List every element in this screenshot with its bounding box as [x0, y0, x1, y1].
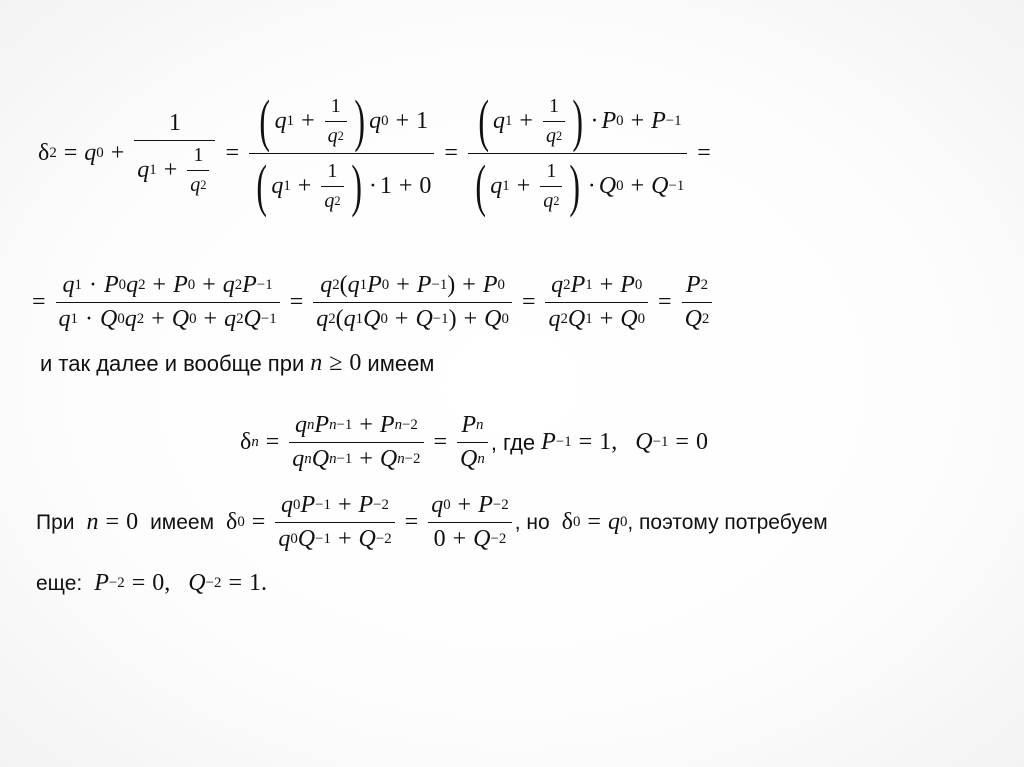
- fraction-continued-2: ( q 1 + 1 q 2 ) q 0 + 1 ( q 1 + 1 q 2 ) · 1 + 0: [249, 92, 434, 215]
- equation-delta2-expansion: δ 2 = q 0 + 1 q 1 + 1 q 2 = ( q 1 + 1 q 2 ) q 0 + 1 ( q 1 + 1 q 2 ) · 1 + 0 = ( q 1 + 1 q 2 ) · P 0 + P −1 ( q 1 + 1 q 2 ) · Q 0 + Q −1 =: [38, 88, 711, 218]
- text-pri: При: [36, 510, 75, 534]
- text-eshche: еще:: [36, 571, 83, 595]
- text-poetomu: , поэтому потребуем: [627, 510, 828, 534]
- text-no: , но: [514, 510, 550, 534]
- text-gde: , где: [490, 429, 536, 455]
- text-etc: и так далее и вообще при: [40, 350, 305, 376]
- equation-delta2-simplified: = q 1 · P 0 q 2 + P 0 + q 2 P −1 q 1 · Q 0 q 2 + Q 0 + q 2 Q −1 = q 2 ( q 1 P 0 + P −1 ) + P 0 q 2 ( q 1 Q 0 + Q −1 ) + Q 0 = q 2 P 1 + P 0 q 2 Q 1 + Q 0 = P 2 Q 2: [32, 272, 715, 333]
- fraction-continued-3: ( q 1 + 1 q 2 ) · P 0 + P −1 ( q 1 + 1 q 2 ) · Q 0 + Q −1: [468, 92, 687, 215]
- equation-initial-conditions: еще: P −2 = 0, Q −2 = 1.: [36, 570, 268, 596]
- equation-n-zero: При n = 0 имеем δ 0 = q 0 P −1 + P −2 q 0 Q −1 + Q −2 = q 0 + P −2 0 + Q −2 , но δ 0 = q 0 , поэтому потребуем: [36, 492, 828, 552]
- equation-delta-n: δ n = q n P n−1 + P n−2 q n Q n−1 + Q n−2 = P n Q n , где P −1 = 1, Q −1 = 0: [240, 412, 708, 472]
- text-line-generalization: и так далее и вообще при n ≥ 0 имеем: [40, 350, 435, 376]
- fraction-continued-1: 1 q 1 + 1 q 2: [134, 110, 215, 197]
- text-imeem-2: имеем: [150, 510, 215, 534]
- text-imeem-1: имеем: [367, 350, 435, 376]
